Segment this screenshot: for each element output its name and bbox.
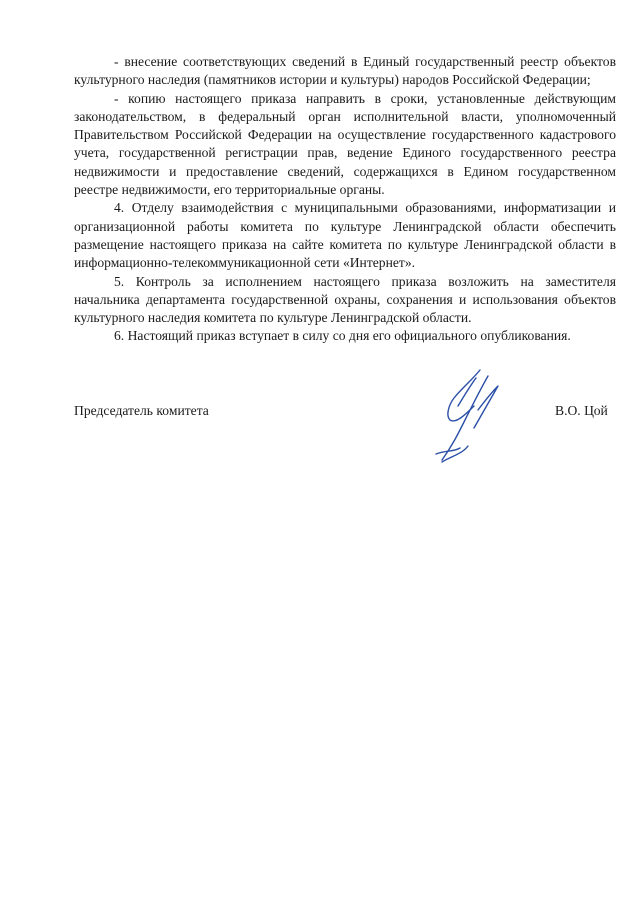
handwritten-signature <box>428 366 506 466</box>
signatory-title: Председатель комитета <box>74 403 209 418</box>
document-body <box>74 53 616 346</box>
paragraph-item-5: 5. Контроль за исполнением настоящего приказа возложить на заместителя начальника департамента государственной охраны, сохранения и использования объектов культурного наследия комитета по культуре Ленинградской области. <box>74 273 616 326</box>
paragraph-copy-to-federal-body: - копию настоящего приказа направить в сроки, установленные действующим законодательством, в федеральный орган исполнительной власти, уполномоченный Правительством Российской Федерации на осуществление государственного кадастрового учета, государственной регистрации прав, ведение Единого государственного реестра недвижимости и предоставление сведений, содержащихся в Едином государственном реестре недвижимости, его территориальные органы. <box>74 90 616 198</box>
signatory-name: В.О. Цой <box>555 403 608 418</box>
paragraph-register-entry: - внесение соответствующих сведений в Единый государственный реестр объектов культурного наследия (памятников истории и культуры) народов Российской Федерации; <box>74 54 616 88</box>
paragraph-item-6: 6. Настоящий приказ вступает в силу со дня его официального опубликования. <box>114 328 571 344</box>
paragraph-item-4: 4. Отделу взаимодействия с муниципальными образованиями, информатизации и организационной работы комитета по культуре Ленинградской области обеспечить размещение настоящего приказа на сайте комитета по культуре Ленинградской области в информационно-телекоммуникационной сети «Интернет». <box>74 200 616 271</box>
